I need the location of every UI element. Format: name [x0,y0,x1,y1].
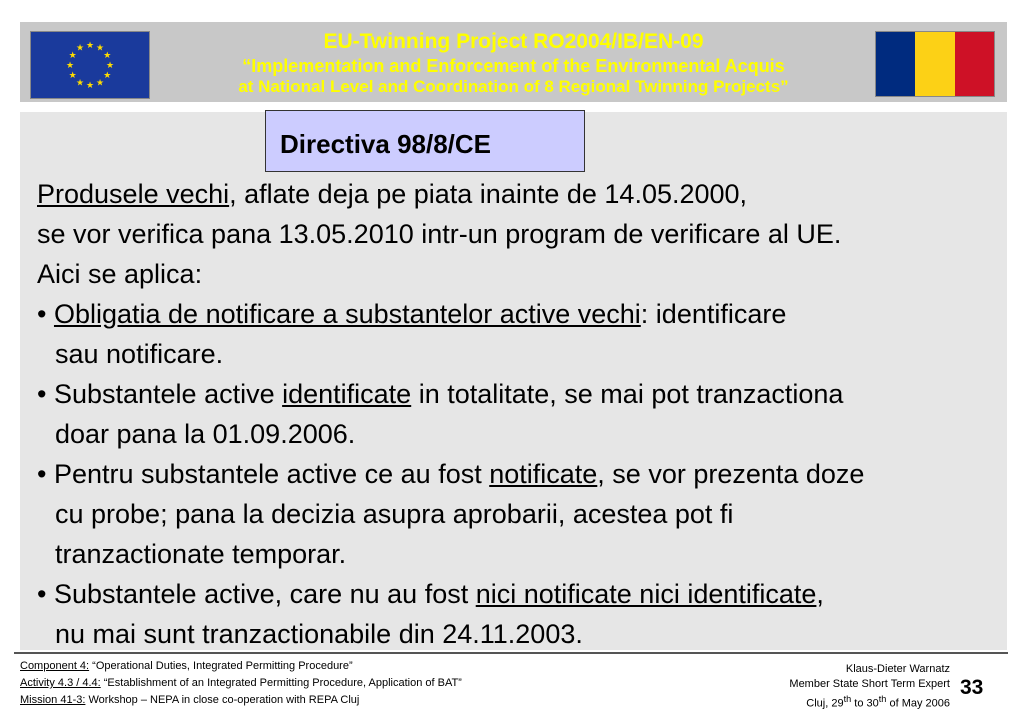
bullet-item [37,574,1017,614]
footer-label: Component 4: [20,660,90,672]
eu-star-icon: ★ [75,42,85,53]
project-subtitle-line2: at National Level and Coordination of 8 Regional Twinning Projects” [238,77,789,96]
footer-activity [20,675,462,692]
text: Workshop – NEPA in close co-operation with REPA Cluj [85,694,360,706]
author-role: Member State Short Term Expert [789,678,950,690]
footer-right [700,662,950,712]
text: th [843,694,852,704]
footer-label: Mission 41-3: [20,694,86,706]
eu-star-icon: ★ [85,40,95,50]
slide-title: Directiva 98/8/CE [280,129,492,159]
bullet-item [37,374,1017,414]
romania-flag-icon [875,31,995,97]
text: “Establishment of an Integrated Permitting Procedure, Application of BAT” [100,677,462,689]
header-band [20,22,1007,102]
text: th [878,694,887,704]
project-subtitle-line1: “Implementation and Enforcement of the Environmental Acquis [242,56,785,76]
eu-star-icon: ★ [68,70,77,80]
underlined-term: nici notificate nici identificate [475,579,817,609]
footer-component [20,658,462,675]
underlined-term: notificate [489,459,598,489]
bullet-item [37,454,1017,494]
text: Cluj, 29 [806,697,844,710]
eu-star-icon: ★ [65,60,75,70]
text: , aflate deja pe piata inainte de 14.05.2000, [229,179,748,209]
eu-star-icon: ★ [68,50,77,60]
text: , se vor prezenta doze [597,459,865,489]
underlined-term: Produsele vechi [37,179,230,209]
eu-star-icon: ★ [105,60,115,70]
underlined-term: Obligatia de notificare a substantelor active vechi [53,299,641,329]
text: of May 2006 [886,697,950,710]
bullet-item [37,294,1017,334]
eu-star-icon: ★ [103,50,112,60]
author-name: Klaus-Dieter Warnatz [845,663,950,675]
eu-star-icon: ★ [75,77,85,88]
eu-star-icon: ★ [95,42,105,53]
page-number: 33 [960,676,984,699]
slide-body [37,174,1017,654]
text: to 30 [851,697,879,710]
bullet-continuation: nu mai sunt tranzactionabile din 24.11.2003. [55,619,583,649]
underlined-term: identificate [282,379,412,409]
eu-star-icon: ★ [103,70,112,80]
text: • Substantele active, care nu au fost [37,579,476,609]
footer-mission [20,692,462,709]
bullet-continuation: doar pana la 01.09.2006. [55,419,356,449]
project-title: EU-Twinning Project RO2004/IB/EN-09 [323,30,704,53]
bullet-continuation: cu probe; pana la decizia asupra aprobarii, acestea pot fi [55,499,734,529]
text: , [816,579,824,609]
eu-star-icon: ★ [95,77,105,88]
body-line: Aici se aplica: [37,259,203,289]
eu-star-icon: ★ [85,80,95,90]
body-line: se vor verifica pana 13.05.2010 intr-un program de verificare al UE. [37,219,842,249]
text: • Pentru substantele active ce au fost [37,459,490,489]
bullet-continuation: tranzactionate temporar. [55,539,347,569]
bullet: • [37,299,54,329]
slide-title-box [265,110,585,172]
text: “Operational Duties, Integrated Permitting Procedure” [89,660,353,672]
body-line [37,174,1017,214]
footer-divider [14,652,1008,654]
footer-label: Activity 4.3 / 4.4: [20,677,101,689]
bullet-continuation: sau notificare. [55,339,224,369]
footer-left [20,658,462,709]
text: : identificare [640,299,787,329]
text: • Substantele active [37,379,283,409]
text: in totalitate, se mai pot tranzactiona [411,379,844,409]
